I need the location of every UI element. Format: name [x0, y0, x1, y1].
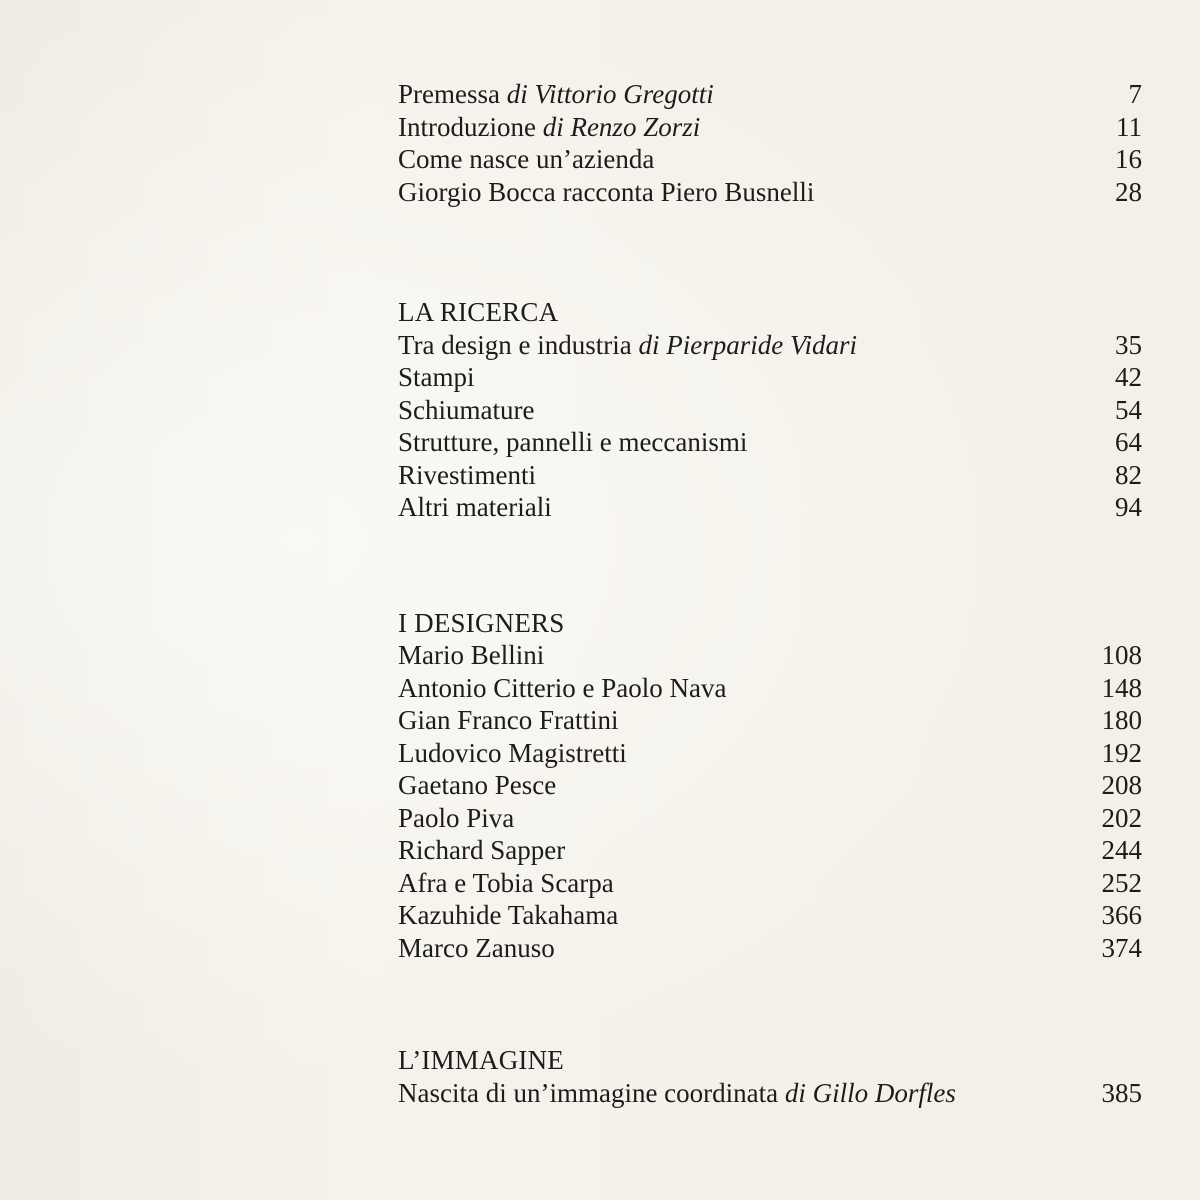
entry-page-number: 374: [1101, 932, 1142, 963]
entry-page-number: 108: [1101, 640, 1142, 670]
entry-title: Come nasce un’azienda: [398, 144, 655, 174]
entry-title: Gian Franco Frattini: [398, 705, 619, 735]
entry-title: Giorgio Bocca racconta Piero Busnelli: [398, 176, 815, 207]
entry-title: Altri materiali: [398, 492, 552, 522]
section-heading: L’IMMAGINE: [398, 1045, 564, 1075]
entry-page-number: 94: [1115, 492, 1142, 522]
toc-entry: [398, 704, 1142, 737]
entry-title: Introduzione di Renzo Zorzi: [398, 111, 701, 142]
front-matter-section: [398, 78, 1142, 208]
entry-title: Premessa di Vittorio Gregotti: [398, 79, 714, 109]
entry-title: Kazuhide Takahama: [398, 900, 619, 930]
entry-page-number: 252: [1101, 867, 1142, 898]
section-heading: LA RICERCA: [398, 297, 559, 327]
ricerca-section: [398, 296, 1142, 524]
designers-section: [398, 607, 1142, 965]
toc-entry: [398, 426, 1142, 459]
entry-page-number: 366: [1101, 900, 1142, 930]
toc-entry: [398, 491, 1142, 524]
entry-title: Marco Zanuso: [398, 932, 555, 963]
toc-entry: [398, 111, 1142, 144]
entry-title: Mario Bellini: [398, 640, 545, 670]
entry-title: Rivestimenti: [398, 459, 536, 490]
entry-title: Schiumature: [398, 394, 535, 425]
entry-page-number: 192: [1101, 737, 1142, 768]
entry-page-number: 35: [1115, 329, 1142, 360]
toc-entry: [398, 1077, 1142, 1110]
entry-page-number: 385: [1101, 1077, 1142, 1108]
entry-page-number: 148: [1101, 672, 1142, 703]
entry-title: Ludovico Magistretti: [398, 737, 627, 768]
toc-entry: [398, 769, 1142, 802]
toc-entry: [398, 176, 1142, 209]
entry-title: Tra design e industria di Pierparide Vidari: [398, 329, 857, 360]
toc-entry: [398, 639, 1142, 672]
toc-entry: [398, 78, 1142, 111]
toc-entry: [398, 737, 1142, 770]
toc-entry: [398, 932, 1142, 965]
entry-page-number: 244: [1101, 835, 1142, 865]
toc-entry: [398, 899, 1142, 932]
toc-entry: [398, 802, 1142, 835]
entry-title: Stampi: [398, 362, 475, 392]
entry-page-number: 180: [1101, 705, 1142, 735]
table-of-contents: [398, 78, 1142, 1109]
toc-entry: [398, 459, 1142, 492]
toc-entry: [398, 867, 1142, 900]
section-heading: I DESIGNERS: [398, 607, 565, 638]
entry-page-number: 7: [1128, 79, 1142, 109]
toc-entry: [398, 143, 1142, 176]
entry-page-number: 202: [1101, 802, 1142, 833]
entry-page-number: 208: [1101, 770, 1142, 800]
entry-title: Strutture, pannelli e meccanismi: [398, 427, 748, 457]
entry-page-number: 28: [1115, 176, 1142, 207]
toc-entry: [398, 834, 1142, 867]
entry-page-number: 64: [1115, 427, 1142, 457]
toc-entry: [398, 394, 1142, 427]
entry-title: Paolo Piva: [398, 802, 515, 833]
entry-page-number: 42: [1115, 362, 1142, 392]
entry-page-number: 16: [1115, 144, 1142, 174]
entry-title: Nascita di un’immagine coordinata di Gillo Dorfles: [398, 1077, 956, 1108]
entry-title: Afra e Tobia Scarpa: [398, 867, 614, 898]
entry-title: Richard Sapper: [398, 835, 566, 865]
entry-page-number: 82: [1115, 459, 1142, 490]
toc-entry: [398, 361, 1142, 394]
toc-entry: [398, 672, 1142, 705]
toc-entry: [398, 329, 1142, 362]
entry-page-number: 54: [1115, 394, 1142, 425]
entry-page-number: 11: [1116, 111, 1142, 142]
entry-title: Antonio Citterio e Paolo Nava: [398, 672, 727, 703]
immagine-section: [398, 1044, 1142, 1109]
entry-title: Gaetano Pesce: [398, 770, 557, 800]
